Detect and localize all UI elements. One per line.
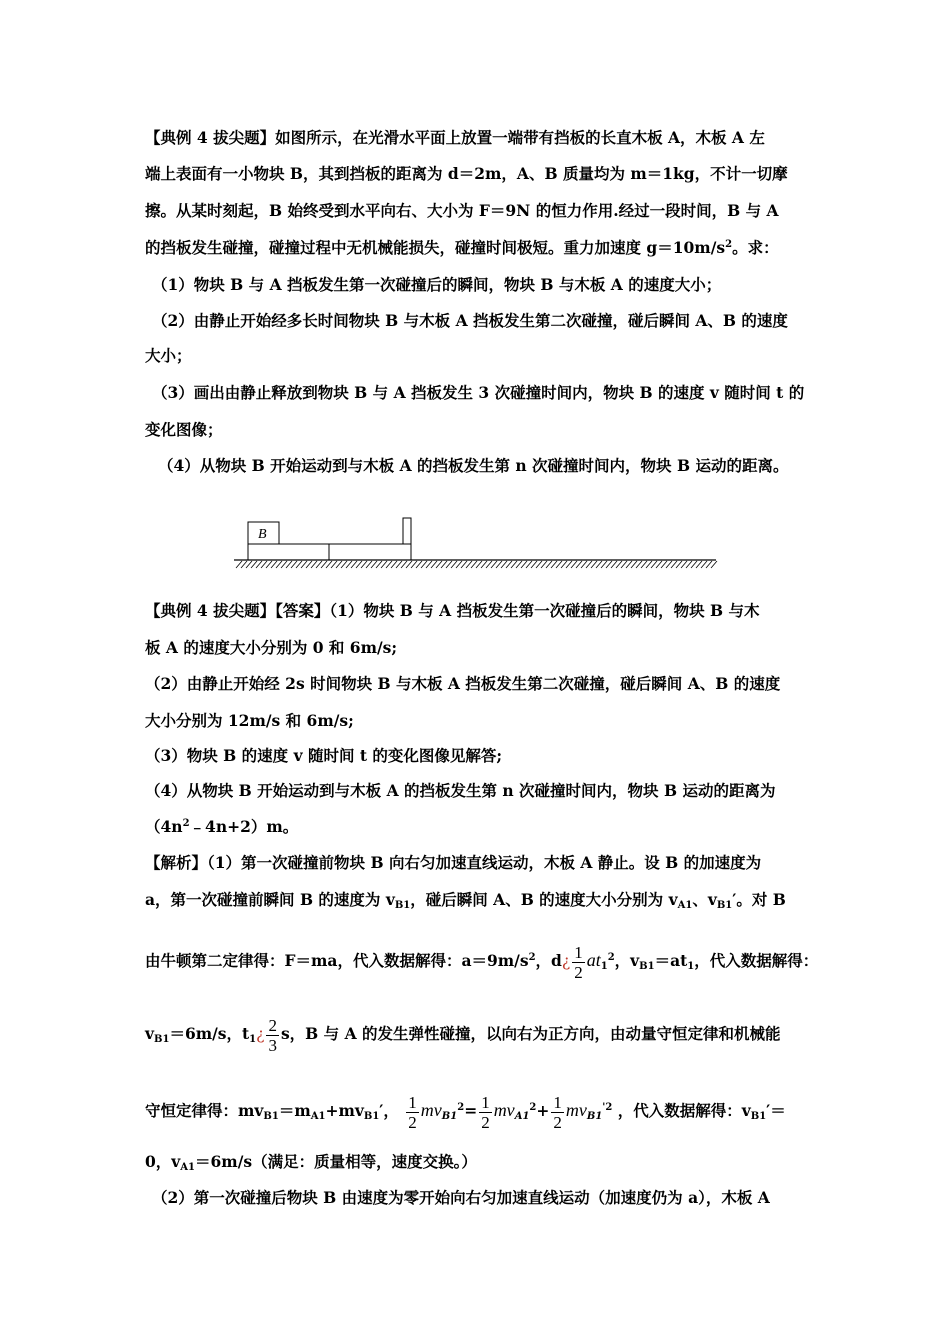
hatch-stroke [456, 561, 462, 568]
hatch-stroke [281, 561, 287, 568]
hatch-stroke [371, 561, 377, 568]
hatch-stroke [531, 561, 537, 568]
hatch-stroke [711, 561, 717, 568]
energy-term-3: $\frac{1}{2}$ [553, 1092, 562, 1132]
hatch-stroke [291, 561, 297, 568]
hatch-stroke [451, 561, 457, 568]
hatch-stroke [576, 561, 582, 568]
hatch-stroke [286, 561, 292, 568]
hatch-stroke [246, 561, 252, 568]
hatch-stroke [426, 561, 432, 568]
hatch-stroke [551, 561, 557, 568]
question-4: （4）从物块 B 开始运动到与木板 A 的挡板发生第 n 次碰撞时间内，物块 B 运动的距离。 [158, 456, 789, 475]
hatch-stroke [636, 561, 642, 568]
baffle [403, 518, 411, 544]
hatch-stroke [631, 561, 637, 568]
hatch-stroke [401, 561, 407, 568]
answer-line-7: $(4n^2﹣4n+2)m$。 [145, 817, 299, 836]
hatch-stroke [626, 561, 632, 568]
hatch-stroke [511, 561, 517, 568]
hatch-stroke [361, 561, 367, 568]
fraction-half: $\frac{1}{2}$ [574, 942, 583, 982]
board-a [248, 544, 411, 560]
problem-line-3: 擦。从某时刻起，B 始终受到水平向右、大小为 F＝9N 的恒力作用.经过一段时间，B 与 A [145, 201, 779, 220]
hatch-stroke [321, 561, 327, 568]
answer-line-3: （2）由静止开始经 2s 时间物块 B 与木板 A 挡板发生第二次碰撞，碰后瞬间 A、B 的速度 [145, 674, 781, 693]
energy-term-1: $\frac{1}{2}$ [408, 1092, 417, 1132]
analysis-line-1: 【解析】（1）第一次碰撞前物块 B 向右匀加速直线运动，木板 A 静止。设 B 的加速度为 [145, 853, 762, 872]
hatch-stroke [526, 561, 532, 568]
hatch-stroke [256, 561, 262, 568]
analysis-line-6: 0，$v_{A1}=6m/s$（满足：质量相等，速度交换。） [145, 1152, 477, 1173]
hatch-stroke [646, 561, 652, 568]
answer-line-4: 大小分别为 12m/s 和 6m/s; [145, 711, 354, 730]
analysis-line-7: （2）第一次碰撞后物块 B 由速度为零开始向右匀加速直线运动（加速度仍为 a），木板 A [152, 1188, 770, 1207]
hatch-stroke [411, 561, 417, 568]
hatch-stroke [536, 561, 542, 568]
answer-line-5: （3）物块 B 的速度 v 随时间 t 的变化图像见解答; [145, 746, 503, 765]
answer-label: 【典例 4 拔尖题】【答案】 [145, 601, 330, 620]
hatch-stroke [266, 561, 272, 568]
hatch-stroke [656, 561, 662, 568]
problem-line-1: 【典例 4 拔尖题】如图所示，在光滑水平面上放置一端带有挡板的长直木板 A，木板 A 左 [145, 128, 765, 147]
hatch-stroke [446, 561, 452, 568]
hatch-stroke [491, 561, 497, 568]
hatch-stroke [486, 561, 492, 568]
hatch-stroke [466, 561, 472, 568]
hatch-stroke [596, 561, 602, 568]
ground-hatching [236, 561, 717, 568]
hatch-stroke [506, 561, 512, 568]
hatch-stroke [381, 561, 387, 568]
hatch-stroke [461, 561, 467, 568]
hatch-stroke [346, 561, 352, 568]
analysis-line-4: $v_{B1}=6m/s$，$t_1¿$ $\frac{2}{3}$ s，B 与 A 的发生弹性碰撞，以向右为正方向，由动量守恒定律和机械能 [145, 1015, 781, 1055]
block-b-label: B [258, 527, 267, 542]
hatch-stroke [271, 561, 277, 568]
problem-line-4: 的挡板发生碰撞，碰撞过程中无机械能损失，碰撞时间极短。重力加速度 $g=10m/s^2$。求： [145, 238, 779, 257]
question-3: （3）画出由静止释放到物块 B 与 A 挡板发生 3 次碰撞时间内，物块 B 的速度 v 随时间 t 的 [152, 383, 805, 402]
hatch-stroke [316, 561, 322, 568]
question-3-cont: 变化图像； [145, 420, 223, 439]
hatch-stroke [686, 561, 692, 568]
answer-line-1: 【典例 4 拔尖题】【答案】（1）物块 B 与 A 挡板发生第一次碰撞后的瞬间，物块 B 与木 [145, 601, 760, 620]
hatch-stroke [351, 561, 357, 568]
question-2: （2）由静止开始经多长时间物块 B 与木板 A 挡板发生第二次碰撞，碰后瞬间 A、B 的速度 [152, 311, 788, 330]
hatch-stroke [561, 561, 567, 568]
hatch-stroke [476, 561, 482, 568]
hatch-stroke [296, 561, 302, 568]
hatch-stroke [261, 561, 267, 568]
hatch-stroke [516, 561, 522, 568]
hatch-stroke [366, 561, 372, 568]
hatch-stroke [661, 561, 667, 568]
hatch-stroke [471, 561, 477, 568]
hatch-stroke [621, 561, 627, 568]
hatch-stroke [591, 561, 597, 568]
hatch-stroke [521, 561, 527, 568]
fraction-two-thirds: $\frac{2}{3}$ [268, 1015, 277, 1055]
hatch-stroke [571, 561, 577, 568]
hatch-stroke [681, 561, 687, 568]
setup-figure [232, 512, 718, 574]
hatch-stroke [601, 561, 607, 568]
hatch-stroke [436, 561, 442, 568]
hatch-stroke [441, 561, 447, 568]
hatch-stroke [431, 561, 437, 568]
hatch-stroke [356, 561, 362, 568]
hatch-stroke [586, 561, 592, 568]
hatch-stroke [236, 561, 242, 568]
hatch-stroke [241, 561, 247, 568]
hatch-stroke [671, 561, 677, 568]
answer-line-6: （4）从物块 B 开始运动到与木板 A 的挡板发生第 n 次碰撞时间内，物块 B 运动的距离为 [145, 781, 776, 800]
hatch-stroke [481, 561, 487, 568]
analysis-line-3: 由牛顿第二定律得：F＝ma，代入数据解得：$a=9m/s^2$，d¿ $\frac{1}{2}$ $at_1^2$，$v_{B1}=at_1$，代入数据解得： [145, 942, 819, 982]
hatch-stroke [391, 561, 397, 568]
block-b [248, 522, 279, 544]
question-1: （1）物块 B 与 A 挡板发生第一次碰撞后的瞬间，物块 B 与木板 A 的速度大小； [152, 275, 722, 294]
energy-term-2: $\frac{1}{2}$ [481, 1092, 490, 1132]
hatch-stroke [376, 561, 382, 568]
hatch-stroke [606, 561, 612, 568]
hatch-stroke [311, 561, 317, 568]
analysis-line-2: a，第一次碰撞前瞬间 B 的速度为 $v_{B1}$，碰后瞬间 A、B 的速度大小分别为 $v_{A1}$、$v_{B1}'$。对 B [145, 890, 786, 911]
hatch-stroke [566, 561, 572, 568]
problem-line-2: 端上表面有一小物块 B，其到挡板的距离为 d＝2m，A、B 质量均为 m＝1kg，不计一切摩 [145, 164, 788, 183]
hatch-stroke [251, 561, 257, 568]
hatch-stroke [581, 561, 587, 568]
hatch-stroke [696, 561, 702, 568]
hatch-stroke [496, 561, 502, 568]
answer-line-2: 板 A 的速度大小分别为 0 和 6m/s; [145, 638, 398, 657]
hatch-stroke [706, 561, 712, 568]
hatch-stroke [276, 561, 282, 568]
analysis-label: 【解析】 [145, 853, 208, 872]
hatch-stroke [611, 561, 617, 568]
hatch-stroke [386, 561, 392, 568]
hatch-stroke [416, 561, 422, 568]
hatch-stroke [701, 561, 707, 568]
hatch-stroke [616, 561, 622, 568]
hatch-stroke [301, 561, 307, 568]
hatch-stroke [546, 561, 552, 568]
hatch-stroke [341, 561, 347, 568]
hatch-stroke [501, 561, 507, 568]
hatch-stroke [326, 561, 332, 568]
hatch-stroke [691, 561, 697, 568]
hatch-stroke [331, 561, 337, 568]
hatch-stroke [666, 561, 672, 568]
problem-label: 【典例 4 拔尖题】 [145, 128, 276, 147]
hatch-stroke [396, 561, 402, 568]
hatch-stroke [556, 561, 562, 568]
hatch-stroke [306, 561, 312, 568]
hatch-stroke [641, 561, 647, 568]
analysis-line-5: 守恒定律得：$mv_{B1}=m_{A1}+mv_{B1}'$， $\frac{1}{2}$ $mv_{B1}^2=$ $\frac{1}{2}$ $mv_{A1}^2+$ $\frac{1}{2}$ $mv_{B1}^{'2}$ ，代入数据解得：$v_{B1}'=$ [145, 1092, 786, 1132]
hatch-stroke [421, 561, 427, 568]
question-2-cont: 大小； [145, 346, 192, 365]
hatch-stroke [406, 561, 412, 568]
hatch-stroke [336, 561, 342, 568]
hatch-stroke [676, 561, 682, 568]
hatch-stroke [651, 561, 657, 568]
hatch-stroke [541, 561, 547, 568]
